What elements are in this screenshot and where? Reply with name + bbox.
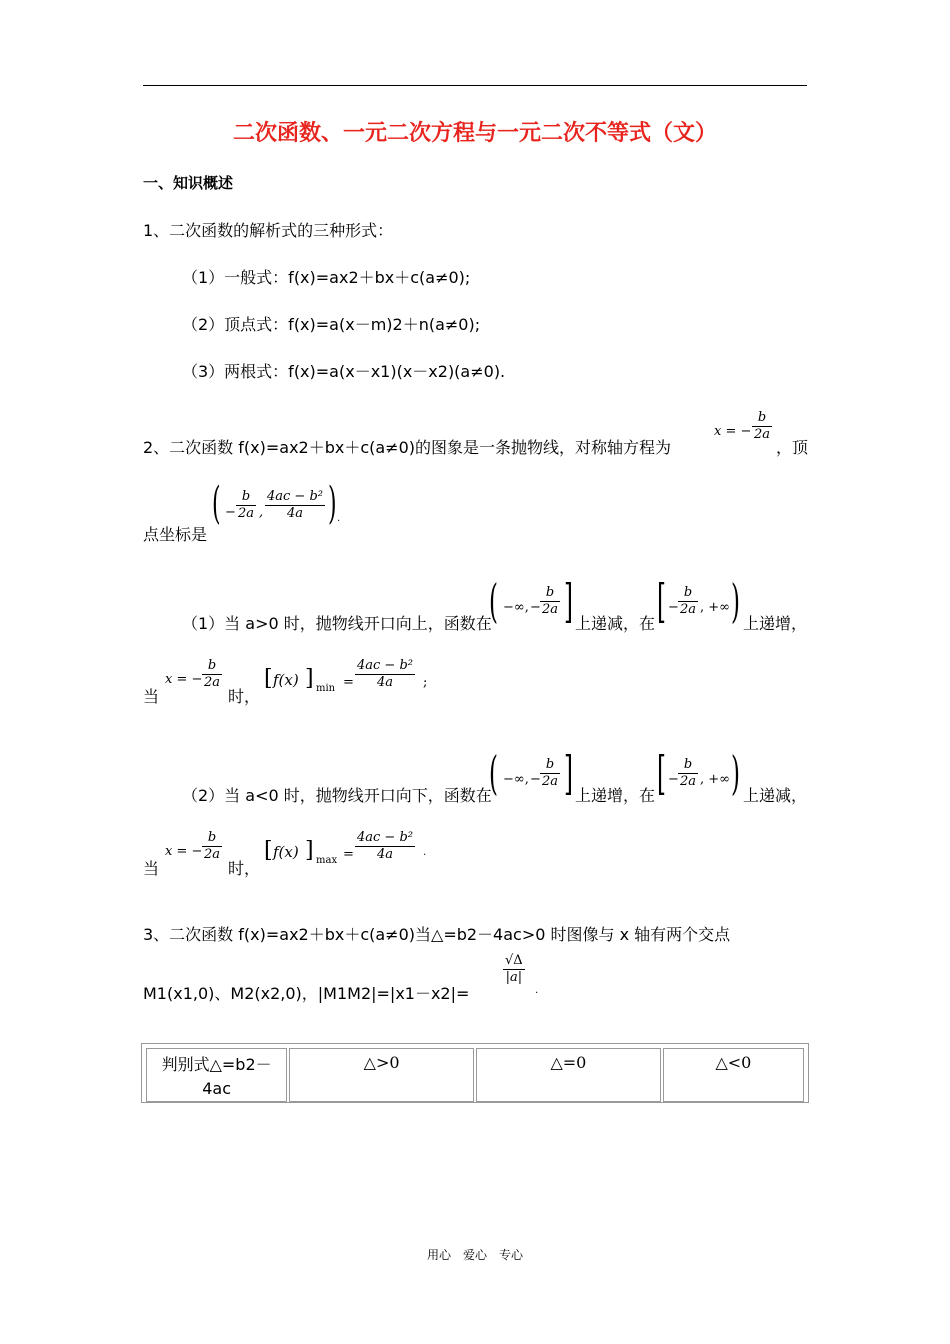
p3-line2: M1(x1,0)、M2(x2,0)，|M1M2|=|x1－x2|=	[143, 984, 470, 1003]
case1-when: 当	[143, 687, 160, 706]
p1-item1: （1）一般式：f(x)=ax2＋bx＋c(a≠0);	[182, 268, 471, 287]
case1-x-lhs: x = −	[165, 672, 203, 687]
case2-rbracket: ]	[305, 838, 314, 863]
frac-num: 4ac − b²	[357, 658, 413, 673]
frac-den: 2a	[204, 847, 221, 862]
case2-x-lhs: x = −	[165, 844, 203, 859]
header-rule	[143, 85, 807, 86]
frac-num: b	[683, 585, 693, 600]
case1-rbracket: ]	[305, 666, 314, 691]
page-footer: 用心 爱心 专心	[426, 1248, 523, 1262]
axis-eq-fraction	[752, 410, 772, 443]
frac-den: |a|	[505, 970, 523, 985]
page-title: 二次函数、一元二次方程与一元二次不等式（文）	[232, 121, 717, 146]
frac-den: 4a	[376, 675, 394, 690]
frac-num: b	[757, 410, 767, 425]
case2-int2-pos-inf: , +∞	[700, 772, 730, 787]
case2-int2-fraction	[678, 757, 698, 790]
case2-eq: =	[343, 847, 354, 862]
axis-eq-lhs: x = −	[714, 424, 752, 439]
frac-num: b	[207, 830, 217, 845]
vertex-comma: ,	[259, 505, 264, 520]
frac-num: b	[545, 585, 555, 600]
case2-int1-lparen: (	[489, 746, 498, 800]
case2-value-fraction	[355, 830, 415, 863]
case2-when: 当	[143, 859, 160, 878]
case2-fx: f(x)	[273, 843, 299, 861]
p2-line1: 2、二次函数 f(x)=ax2＋bx＋c(a≠0)的图象是一条抛物线，对称轴方程为	[143, 438, 672, 457]
case1-value-fraction	[355, 658, 415, 691]
case1-int2-pos-inf: , +∞	[700, 600, 730, 615]
case1-tail: ;	[423, 675, 428, 690]
case1-shi: 时，	[228, 687, 261, 706]
frac-den: 2a	[542, 774, 559, 789]
vertex-lparen: (	[212, 478, 221, 529]
case2-int1-fraction	[540, 757, 560, 790]
vertex-y-fraction	[265, 489, 325, 522]
frac-den: 2a	[680, 602, 697, 617]
case2-int1-neg-inf: −∞,	[503, 772, 529, 787]
p2-line2: 点坐标是	[143, 525, 208, 544]
frac-num: b	[241, 489, 251, 504]
frac-num: √Δ	[505, 953, 523, 968]
section-heading: 一、知识概述	[143, 174, 234, 192]
table-header-cell: △<0	[663, 1048, 804, 1102]
discriminant-table	[144, 1046, 806, 1104]
case1-mid: 上递减，在	[575, 614, 656, 633]
p2-line1-end: ，顶	[776, 438, 809, 457]
frac-den: 2a	[204, 675, 221, 690]
case1-eq: =	[343, 675, 354, 690]
case2-end: 上递减，	[743, 786, 808, 805]
frac-num: b	[683, 757, 693, 772]
frac-den: 2a	[238, 506, 255, 521]
frac-den: 2a	[754, 427, 771, 442]
case2-mid: 上递增，在	[575, 786, 656, 805]
case1-lbracket: [	[264, 666, 273, 691]
p3-line1: 3、二次函数 f(x)=ax2＋bx＋c(a≠0)当△=b2－4ac>0 时图像与 x 轴有两个交点	[143, 925, 731, 944]
frac-den: 4a	[376, 847, 394, 862]
case2-shi: 时，	[228, 859, 261, 878]
case1-sub: min	[316, 683, 336, 694]
frac-den: 4a	[286, 506, 304, 521]
case2-x-fraction	[202, 830, 222, 863]
case1-int2-rparen: )	[731, 574, 740, 628]
table-header-cell: 判别式△=b2－4ac	[146, 1048, 287, 1102]
case1-int1-fraction	[540, 585, 560, 618]
case1-prefix: （1）当 a>0 时，抛物线开口向上，函数在	[182, 614, 492, 633]
case1-end: 上递增，	[743, 614, 808, 633]
table-header-cell: △>0	[289, 1048, 474, 1102]
distance-dot: .	[535, 985, 539, 996]
case2-int1-rbracket: ]	[564, 746, 573, 800]
p1-heading: 1、二次函数的解析式的三种形式：	[143, 221, 394, 240]
distance-fraction	[503, 953, 525, 986]
case2-lbracket: [	[264, 838, 273, 863]
table-header-cell: △=0	[476, 1048, 661, 1102]
vertex-neg: −	[225, 505, 236, 520]
frac-num: b	[207, 658, 217, 673]
p1-item2: （2）顶点式：f(x)=a(x－m)2＋n(a≠0);	[182, 315, 481, 334]
case1-int1-lparen: (	[489, 574, 498, 628]
frac-den: 2a	[680, 774, 697, 789]
frac-num: 4ac − b²	[357, 830, 413, 845]
case1-int1-neg: −	[530, 600, 541, 615]
vertex-rparen: )	[328, 478, 337, 529]
case1-x-fraction	[202, 658, 222, 691]
case1-int1-neg-inf: −∞,	[503, 600, 529, 615]
case2-int1-neg: −	[530, 772, 541, 787]
case2-sub: max	[316, 855, 338, 866]
vertex-dot: .	[337, 513, 341, 524]
case2-int2-lbracket: [	[657, 746, 666, 800]
case2-tail: .	[423, 847, 427, 858]
frac-den: 2a	[542, 602, 559, 617]
frac-num: b	[545, 757, 555, 772]
case1-fx: f(x)	[273, 671, 299, 689]
case1-int2-fraction	[678, 585, 698, 618]
table-row	[146, 1048, 804, 1102]
case1-int1-rbracket: ]	[564, 574, 573, 628]
case1-int2-lbracket: [	[657, 574, 666, 628]
case2-prefix: （2）当 a<0 时，抛物线开口向下，函数在	[182, 786, 492, 805]
frac-num: 4ac − b²	[267, 489, 323, 504]
p1-item3: （3）两根式：f(x)=a(x－x1)(x－x2)(a≠0).	[182, 362, 506, 381]
case1-int2-neg: −	[668, 600, 679, 615]
case2-int2-neg: −	[668, 772, 679, 787]
vertex-x-fraction	[236, 489, 256, 522]
case2-int2-rparen: )	[731, 746, 740, 800]
